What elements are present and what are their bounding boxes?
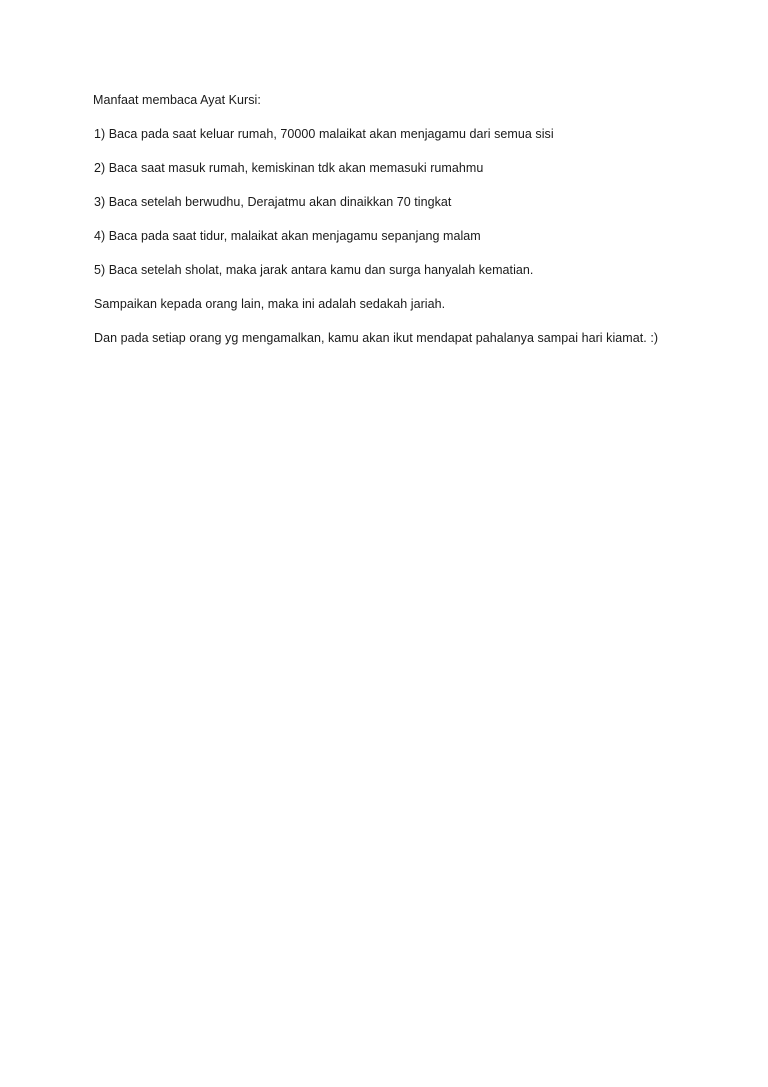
list-item: 3) Baca setelah berwudhu, Derajatmu akan dinaikkan 70 tingkat (94, 195, 452, 209)
closing-paragraph: Sampaikan kepada orang lain, maka ini adalah sedakah jariah. (94, 297, 446, 311)
list-item: 2) Baca saat masuk rumah, kemiskinan tdk akan memasuki rumahmu (94, 161, 484, 175)
list-item: 4) Baca pada saat tidur, malaikat akan menjagamu sepanjang malam (94, 229, 481, 243)
document-title: Manfaat membaca Ayat Kursi: (93, 93, 261, 107)
list-item: 5) Baca setelah sholat, maka jarak antara kamu dan surga hanyalah kematian. (94, 263, 534, 277)
list-item: 1) Baca pada saat keluar rumah, 70000 malaikat akan menjagamu dari semua sisi (94, 127, 554, 141)
closing-paragraph: Dan pada setiap orang yg mengamalkan, kamu akan ikut mendapat pahalanya sampai hari kiamat. :) (94, 331, 659, 345)
document-body (93, 92, 733, 364)
